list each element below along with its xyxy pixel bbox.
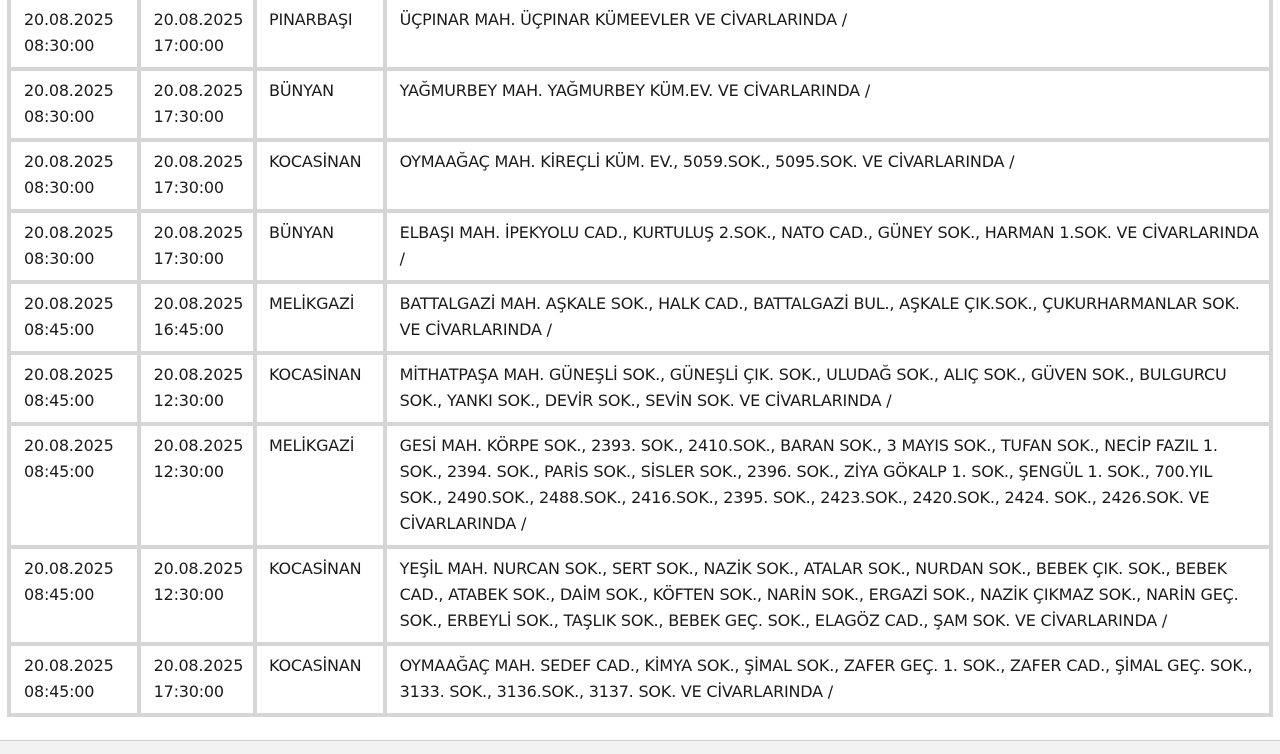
district-cell: BÜNYAN [257,71,383,138]
end-cell [141,355,253,422]
end-time: 12:30:00 [153,585,224,604]
end-date: 20.08.2025 [153,559,244,578]
location-cell: MİTHATPAŞA MAH. GÜNEŞLİ SOK., GÜNEŞLİ ÇIK. SOK., ULUDAĞ SOK., ALIÇ SOK., GÜVEN SOK., BULGURCU SOK., YANKI SOK., DEVİR SOK., SEVİN SOK. VE CİVARLARINDA / [387,355,1269,422]
end-cell [141,646,253,713]
end-time: 17:30:00 [153,249,224,268]
table-row [11,284,1269,351]
start-time: 08:30:00 [24,36,95,55]
start-cell [11,284,137,351]
horizontal-scrollbar[interactable] [0,740,1280,754]
start-time: 08:45:00 [24,391,95,410]
end-date: 20.08.2025 [153,152,244,171]
table-row [11,0,1269,67]
table-row [11,71,1269,138]
table-row [11,355,1269,422]
start-cell [11,355,137,422]
end-cell [141,0,253,67]
end-cell [141,213,253,280]
district-cell: KOCASİNAN [257,549,383,642]
location-cell: ÜÇPINAR MAH. ÜÇPINAR KÜMEEVLER VE CİVARLARINDA / [387,0,1269,67]
start-time: 08:30:00 [24,107,95,126]
location-cell: YEŞİL MAH. NURCAN SOK., SERT SOK., NAZİK SOK., ATALAR SOK., NURDAN SOK., BEBEK ÇIK. SOK., BEBEK CAD., ATABEK SOK., DAİM SOK., KÖFTEN SOK., NARİN SOK., ERGAZİ SOK., NAZİK ÇIKMAZ SOK., NARİN GEÇ. SOK., ERBEYLİ SOK., TAŞLIK SOK., BEBEK GEÇ. SOK., ELAGÖZ CAD., ŞAM SOK. VE CİVARLARINDA / [387,549,1269,642]
start-time: 08:45:00 [24,585,95,604]
start-date: 20.08.2025 [24,294,114,313]
location-cell: OYMAAĞAÇ MAH. SEDEF CAD., KİMYA SOK., ŞİMAL SOK., ZAFER GEÇ. 1. SOK., ZAFER CAD., ŞİMAL GEÇ. SOK., 3133. SOK., 3136.SOK., 3137. SOK. VE CİVARLARINDA / [387,646,1269,713]
table-row [11,426,1269,545]
table-row [11,646,1269,713]
district-cell: MELİKGAZİ [257,284,383,351]
end-date: 20.08.2025 [153,656,244,675]
end-cell [141,142,253,209]
start-date: 20.08.2025 [24,81,114,100]
start-cell [11,549,137,642]
end-date: 20.08.2025 [153,365,244,384]
start-date: 20.08.2025 [24,223,114,242]
district-cell: KOCASİNAN [257,142,383,209]
district-cell: PINARBAŞI [257,0,383,67]
start-date: 20.08.2025 [24,436,114,455]
start-date: 20.08.2025 [24,152,114,171]
start-date: 20.08.2025 [24,559,114,578]
start-cell [11,426,137,545]
start-time: 08:45:00 [24,682,95,701]
start-cell [11,646,137,713]
end-cell [141,549,253,642]
end-time: 17:30:00 [153,682,224,701]
district-cell: KOCASİNAN [257,355,383,422]
end-time: 12:30:00 [153,391,224,410]
start-date: 20.08.2025 [24,365,114,384]
end-time: 16:45:00 [153,320,224,339]
end-date: 20.08.2025 [153,81,244,100]
table-row [11,549,1269,642]
location-cell: OYMAAĞAÇ MAH. KİREÇLİ KÜM. EV., 5059.SOK., 5095.SOK. VE CİVARLARINDA / [387,142,1269,209]
end-date: 20.08.2025 [153,436,244,455]
location-cell: YAĞMURBEY MAH. YAĞMURBEY KÜM.EV. VE CİVARLARINDA / [387,71,1269,138]
start-date: 20.08.2025 [24,10,114,29]
end-date: 20.08.2025 [153,294,244,313]
start-cell [11,213,137,280]
end-cell [141,71,253,138]
end-time: 17:30:00 [153,178,224,197]
district-cell: BÜNYAN [257,213,383,280]
start-time: 08:45:00 [24,462,95,481]
district-cell: MELİKGAZİ [257,426,383,545]
start-cell [11,0,137,67]
start-time: 08:30:00 [24,178,95,197]
start-cell [11,71,137,138]
end-cell [141,284,253,351]
location-cell: BATTALGAZİ MAH. AŞKALE SOK., HALK CAD., BATTALGAZİ BUL., AŞKALE ÇIK.SOK., ÇUKURHARMANLAR SOK. VE CİVARLARINDA / [387,284,1269,351]
end-time: 17:30:00 [153,107,224,126]
end-date: 20.08.2025 [153,223,244,242]
table-row [11,213,1269,280]
table-row [11,142,1269,209]
start-date: 20.08.2025 [24,656,114,675]
start-time: 08:45:00 [24,320,95,339]
location-cell: GESİ MAH. KÖRPE SOK., 2393. SOK., 2410.SOK., BARAN SOK., 3 MAYIS SOK., TUFAN SOK., NECİP FAZIL 1. SOK., 2394. SOK., PARİS SOK., SİSLER SOK., 2396. SOK., ZİYA GÖKALP 1. SOK., ŞENGÜL 1. SOK., 700.YIL SOK., 2490.SOK., 2488.SOK., 2416.SOK., 2395. SOK., 2423.SOK., 2420.SOK., 2424. SOK., 2426.SOK. VE CİVARLARINDA / [387,426,1269,545]
district-cell: KOCASİNAN [257,646,383,713]
end-time: 12:30:00 [153,462,224,481]
start-time: 08:30:00 [24,249,95,268]
location-cell: ELBAŞI MAH. İPEKYOLU CAD., KURTULUŞ 2.SOK., NATO CAD., GÜNEY SOK., HARMAN 1.SOK. VE CİVARLARINDA / [387,213,1269,280]
end-date: 20.08.2025 [153,10,244,29]
start-cell [11,142,137,209]
power-outage-table [7,0,1273,717]
end-time: 17:00:00 [153,36,224,55]
end-cell [141,426,253,545]
